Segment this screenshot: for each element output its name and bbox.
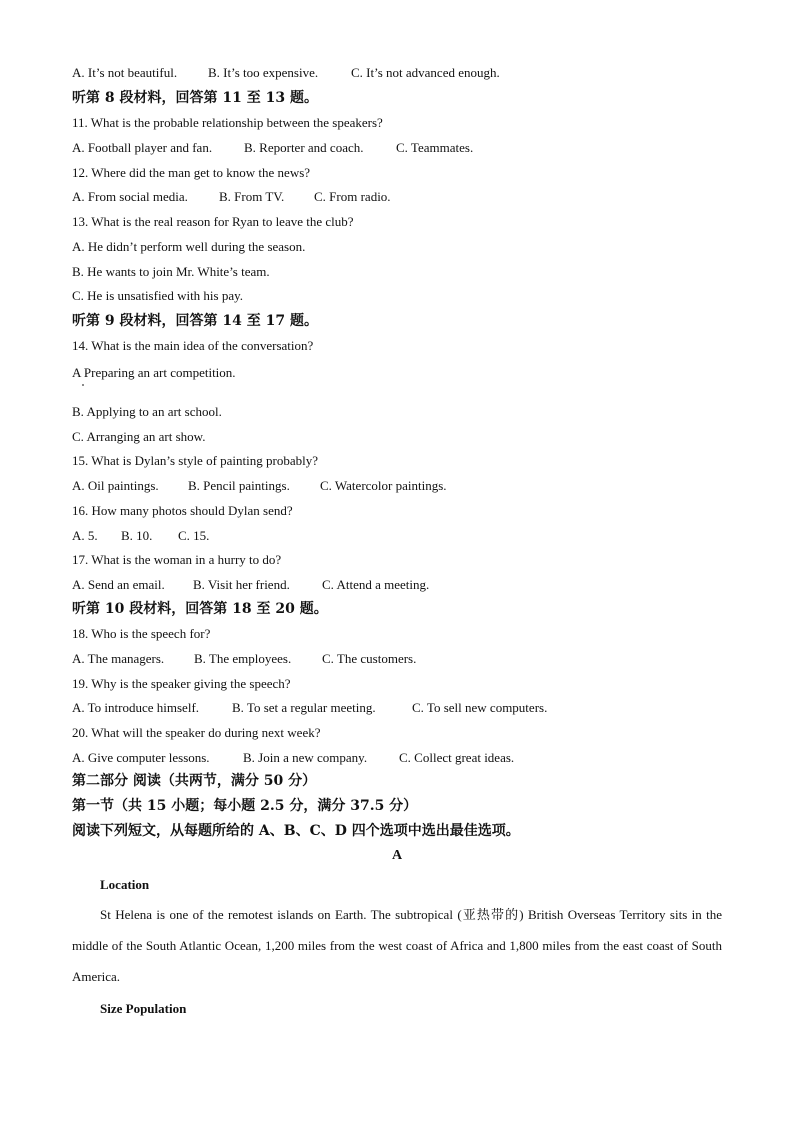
q15-options	[72, 478, 447, 494]
q16-option-a: A. 5.	[72, 528, 98, 543]
q12-option-a: A. From social media.	[72, 189, 188, 204]
q14-option-b: B. Applying to an art school.	[72, 404, 222, 419]
q19-option-c: C. To sell new computers.	[412, 700, 548, 715]
stray-dot	[82, 384, 84, 386]
q11-option-a: A. Football player and fan.	[72, 140, 213, 155]
q10-option-a: A. It’s not beautiful.	[72, 65, 178, 80]
q18-option-c: C. The customers.	[322, 651, 417, 666]
size-population-heading: Size Population	[100, 1001, 187, 1016]
reading-instruction: 阅读下列短文，从每题所给的 A、B、C、D 四个选项中选出最佳选项。	[72, 823, 520, 839]
q17-option-b: B. Visit her friend.	[193, 577, 290, 592]
q11-stem: 11. What is the probable relationship between the speakers?	[72, 115, 383, 130]
location-paragraph: St Helena is one of the remotest islands on Earth. The subtropical (亚热带的) British Overseas Territory sits in the middle of the South Atlantic Ocean, 1,200 miles from the west coast of Africa and 1,800 miles from the east coast of South America.	[72, 907, 722, 984]
q19-option-b: B. To set a regular meeting.	[232, 700, 376, 715]
q19-options	[72, 700, 547, 716]
q10-options	[72, 65, 500, 81]
q16-options	[72, 528, 209, 544]
q11-options	[72, 140, 473, 156]
q15-option-a: A. Oil paintings.	[72, 478, 159, 493]
q10-option-b: B. It’s too expensive.	[208, 65, 319, 80]
q20-option-b: B. Join a new company.	[243, 750, 368, 765]
q20-stem: 20. What will the speaker do during next week?	[72, 725, 321, 740]
q13-option-c: C. He is unsatisfied with his pay.	[72, 288, 244, 303]
q11-option-c: C. Teammates.	[396, 140, 474, 155]
q12-option-c: C. From radio.	[314, 189, 391, 204]
q19-option-a: A. To introduce himself.	[72, 700, 200, 715]
q15-stem: 15. What is Dylan’s style of painting probably?	[72, 453, 318, 468]
q16-option-b: B. 10.	[121, 528, 153, 543]
q14-option-a: A Preparing an art competition.	[72, 365, 236, 380]
q17-option-a: A. Send an email.	[72, 577, 165, 592]
q13-stem: 13. What is the real reason for Ryan to leave the club?	[72, 214, 354, 229]
q13-option-a: A. He didn’t perform well during the season.	[72, 239, 306, 254]
q11-option-b: B. Reporter and coach.	[244, 140, 364, 155]
q13-option-b: B. He wants to join Mr. White’s team.	[72, 264, 270, 279]
q18-option-b: B. The employees.	[194, 651, 292, 666]
location-heading: Location	[100, 877, 150, 892]
q19-stem: 19. Why is the speaker giving the speech?	[72, 676, 291, 691]
q12-options	[72, 189, 391, 205]
q15-option-c: C. Watercolor paintings.	[320, 478, 447, 493]
q10-option-c: C. It’s not advanced enough.	[351, 65, 500, 80]
q18-stem: 18. Who is the speech for?	[72, 626, 211, 641]
section1-heading: 第一节（共 15 小题；每小题 2.5 分，满分 37.5 分）	[72, 798, 418, 814]
passage-label: A	[391, 848, 403, 863]
q12-stem: 12. Where did the man get to know the news?	[72, 165, 311, 180]
q12-option-b: B. From TV.	[219, 189, 285, 204]
q14-stem: 14. What is the main idea of the conversation?	[72, 338, 314, 353]
q15-option-b: B. Pencil paintings.	[188, 478, 290, 493]
q20-options	[72, 750, 514, 766]
section8-heading: 听第 8 段材料，回答第 11 至 13 题。	[72, 90, 318, 106]
section9-heading: 听第 9 段材料，回答第 14 至 17 题。	[72, 313, 318, 329]
q17-stem: 17. What is the woman in a hurry to do?	[72, 552, 282, 567]
q16-option-c: C. 15.	[178, 528, 210, 543]
q16-stem: 16. How many photos should Dylan send?	[72, 503, 293, 518]
q17-options	[72, 577, 429, 593]
section10-heading: 听第 10 段材料，回答第 18 至 20 题。	[72, 601, 328, 617]
q14-option-c: C. Arranging an art show.	[72, 429, 206, 444]
q20-option-c: C. Collect great ideas.	[399, 750, 515, 765]
q18-option-a: A. The managers.	[72, 651, 165, 666]
q20-option-a: A. Give computer lessons.	[72, 750, 210, 765]
q18-options	[72, 651, 416, 667]
part2-heading: 第二部分 阅读（共两节，满分 50 分）	[72, 773, 317, 789]
q17-option-c: C. Attend a meeting.	[322, 577, 430, 592]
